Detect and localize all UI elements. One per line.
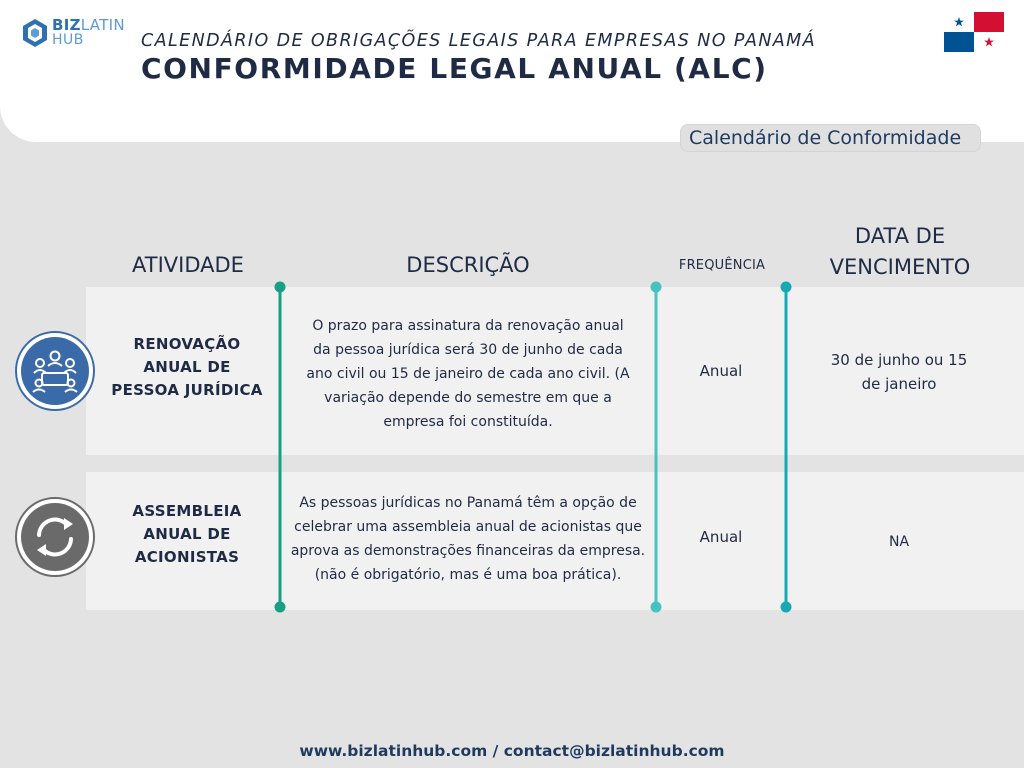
- activity-line: RENOVAÇÃO: [133, 335, 241, 353]
- activity-line: ANUAL DE: [143, 525, 231, 543]
- description-line: variação depende do semestre em que a: [324, 390, 612, 406]
- description-line: da pessoa jurídica será 30 de junho de cada: [313, 342, 623, 358]
- column-header-description: DESCRIÇÃO: [406, 253, 530, 277]
- activity-line: ACIONISTAS: [134, 548, 240, 566]
- due-header-line2: VENCIMENTO: [829, 255, 971, 279]
- activity-cell: [97, 500, 277, 569]
- activity-line: ASSEMBLEIA: [132, 502, 242, 520]
- due-date-line: 30 de junho ou 15: [830, 351, 968, 369]
- activity-line: PESSOA JURÍDICA: [111, 381, 263, 399]
- description-line: (não é obrigatório, mas é uma boa prática).: [314, 567, 622, 583]
- page-subtitle: CALENDÁRIO DE OBRIGAÇÕES LEGAIS PARA EMPRESAS NO PANAMÁ: [141, 31, 817, 51]
- meeting-people-icon: [15, 331, 95, 411]
- due-date-cell: [814, 530, 984, 554]
- compliance-calendar-tag: [680, 124, 981, 152]
- description-line: O prazo para assinatura da renovação anual: [312, 318, 624, 334]
- frequency-cell: Anual: [699, 362, 743, 380]
- column-header-frequency: FREQUÊNCIA: [678, 258, 766, 273]
- frequency-cell: Anual: [699, 528, 743, 546]
- column-header-activity: ATIVIDADE: [132, 253, 244, 277]
- logo-text-hub: HUB: [52, 32, 84, 48]
- refresh-cycle-icon: [15, 497, 95, 577]
- due-date-line: de janeiro: [861, 375, 937, 393]
- due-header-line1: DATA DE: [854, 224, 946, 248]
- panama-flag-icon: [944, 12, 1004, 52]
- due-date-line: NA: [888, 534, 910, 550]
- activity-line: ANUAL DE: [143, 358, 231, 376]
- tag-label: Calendário de Conformidade: [689, 127, 962, 149]
- description-line: celebrar uma assembleia anual de acionistas que: [294, 519, 642, 535]
- logo-text-biz: BIZLATIN: [52, 16, 125, 34]
- company-logo[interactable]: [22, 16, 132, 50]
- page-title: CONFORMIDADE LEGAL ANUAL (ALC): [141, 52, 768, 85]
- bizlatinhub-logo-icon: [22, 18, 48, 48]
- due-date-cell: [814, 348, 984, 396]
- activity-cell: [97, 333, 277, 402]
- description-cell: [283, 491, 653, 587]
- column-header-due-date: [820, 221, 980, 283]
- description-line: ano civil ou 15 de janeiro de cada ano civil. (A: [306, 366, 630, 382]
- description-line: aprova as demonstrações financeiras da empresa.: [290, 543, 646, 559]
- description-cell: [283, 314, 653, 434]
- header-banner: [0, 0, 1024, 142]
- description-line: empresa foi constituída.: [383, 414, 553, 430]
- description-line: As pessoas jurídicas no Panamá têm a opção de: [299, 495, 637, 511]
- footer-contact-links[interactable]: www.bizlatinhub.com / contact@bizlatinhub.com: [299, 742, 725, 760]
